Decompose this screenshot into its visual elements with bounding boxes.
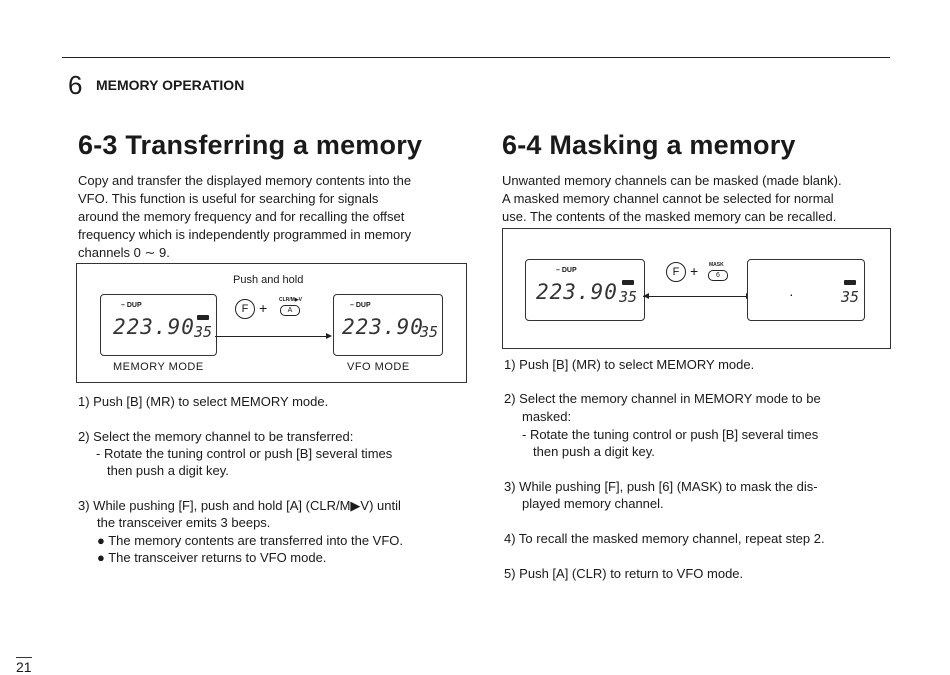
mask-step-2-sub: - Rotate the tuning control or push [B] several times <box>522 427 819 442</box>
section-title-transfer: 6-3 Transferring a memory <box>78 130 423 160</box>
lcd-frequency: 223.90 <box>536 280 618 304</box>
intro-line: around the memory frequency and for recalling the offset <box>78 209 405 224</box>
transfer-arrow <box>215 336 327 337</box>
lcd-frequency: 223.90 <box>342 315 424 339</box>
blank-dot: · <box>789 286 794 302</box>
plus-sign: + <box>259 300 268 316</box>
lcd-channel: 35 <box>619 288 638 306</box>
plus-sign: + <box>690 263 699 279</box>
transfer-step-1: 1) Push [B] (MR) to select MEMORY mode. <box>78 394 329 409</box>
mask-step-4: 4) To recall the masked memory channel, repeat step 2. <box>504 531 825 546</box>
transfer-diagram <box>76 263 467 383</box>
intro-line: Unwanted memory channels can be masked (made blank). <box>502 173 842 188</box>
arrow-left-icon <box>643 293 649 299</box>
transfer-intro <box>78 172 464 262</box>
key-6-icon: 6 <box>708 270 728 281</box>
intro-line: A masked memory channel cannot be selected for normal <box>502 191 834 206</box>
lcd-masked-display <box>747 259 865 321</box>
mask-step-1: 1) Push [B] (MR) to select MEMORY mode. <box>504 357 755 372</box>
transfer-step-3-bullet: ● The memory contents are transferred into the VFO. <box>97 533 404 548</box>
transfer-step-3: 3) While pushing [F], push and hold [A] (CLR/M▶V) until <box>78 498 401 513</box>
mask-step-3-sub: played memory channel. <box>522 496 664 511</box>
mask-diagram <box>502 228 891 349</box>
vfo-mode-caption: VFO MODE <box>347 361 410 373</box>
transfer-step-3-sub: the transceiver emits 3 beeps. <box>97 515 271 530</box>
dup-indicator: – DUP <box>556 267 577 274</box>
transfer-step-2-sub: - Rotate the tuning control or push [B] several times <box>96 446 393 461</box>
transfer-step-2-sub: then push a digit key. <box>107 463 229 478</box>
intro-line: channels 0 ∼ 9. <box>78 245 170 260</box>
transfer-step-2: 2) Select the memory channel to be transferred: <box>78 429 354 444</box>
lcd-channel: 35 <box>841 288 860 306</box>
push-hold-label: Push and hold <box>233 274 304 286</box>
transfer-step-3-bullet: ● The transceiver returns to VFO mode. <box>97 550 327 565</box>
mask-step-5: 5) Push [A] (CLR) to return to VFO mode. <box>504 566 744 581</box>
arrow-right-icon <box>326 333 332 339</box>
mr-indicator <box>197 315 209 320</box>
a-key-icon: A <box>280 305 300 316</box>
chapter-number: 6 <box>68 70 83 100</box>
f-key-icon: F <box>666 262 686 282</box>
memory-mode-caption: MEMORY MODE <box>113 361 204 373</box>
dup-indicator: – DUP <box>350 302 371 309</box>
mask-step-2: 2) Select the memory channel in MEMORY mode to be <box>504 391 821 406</box>
lcd-vfo-mode <box>333 294 443 356</box>
chapter-title: MEMORY OPERATION <box>96 77 245 93</box>
lcd-frequency: 223.90 <box>113 315 195 339</box>
lcd-channel: 35 <box>194 323 213 341</box>
intro-line: use. The contents of the masked memory can be recalled. <box>502 209 837 224</box>
mask-step-2-sub: then push a digit key. <box>533 444 655 459</box>
intro-line: frequency which is independently programmed in memory <box>78 227 412 242</box>
mr-indicator <box>622 280 634 285</box>
section-title-mask: 6-4 Masking a memory <box>502 130 796 160</box>
lcd-memory-mode <box>100 294 217 356</box>
intro-line: Copy and transfer the displayed memory contents into the <box>78 173 412 188</box>
mask-intro <box>502 172 890 226</box>
mr-indicator <box>844 280 856 285</box>
mask-key-label: MASK <box>709 262 724 268</box>
f-key-icon: F <box>235 299 255 319</box>
mask-step-3: 3) While pushing [F], push [6] (MASK) to mask the dis- <box>504 479 818 494</box>
page-number: 21 <box>16 659 32 675</box>
mask-arrow <box>643 296 747 297</box>
lcd-channel: 35 <box>420 323 439 341</box>
intro-line: VFO. This function is useful for searching for signals <box>78 191 379 206</box>
lcd-memory-channel <box>525 259 645 321</box>
dup-indicator: – DUP <box>121 302 142 309</box>
clr-mv-label: CLR/M▶V <box>279 297 303 303</box>
header-rule <box>62 57 890 58</box>
mask-step-2-sub: masked: <box>522 409 572 424</box>
